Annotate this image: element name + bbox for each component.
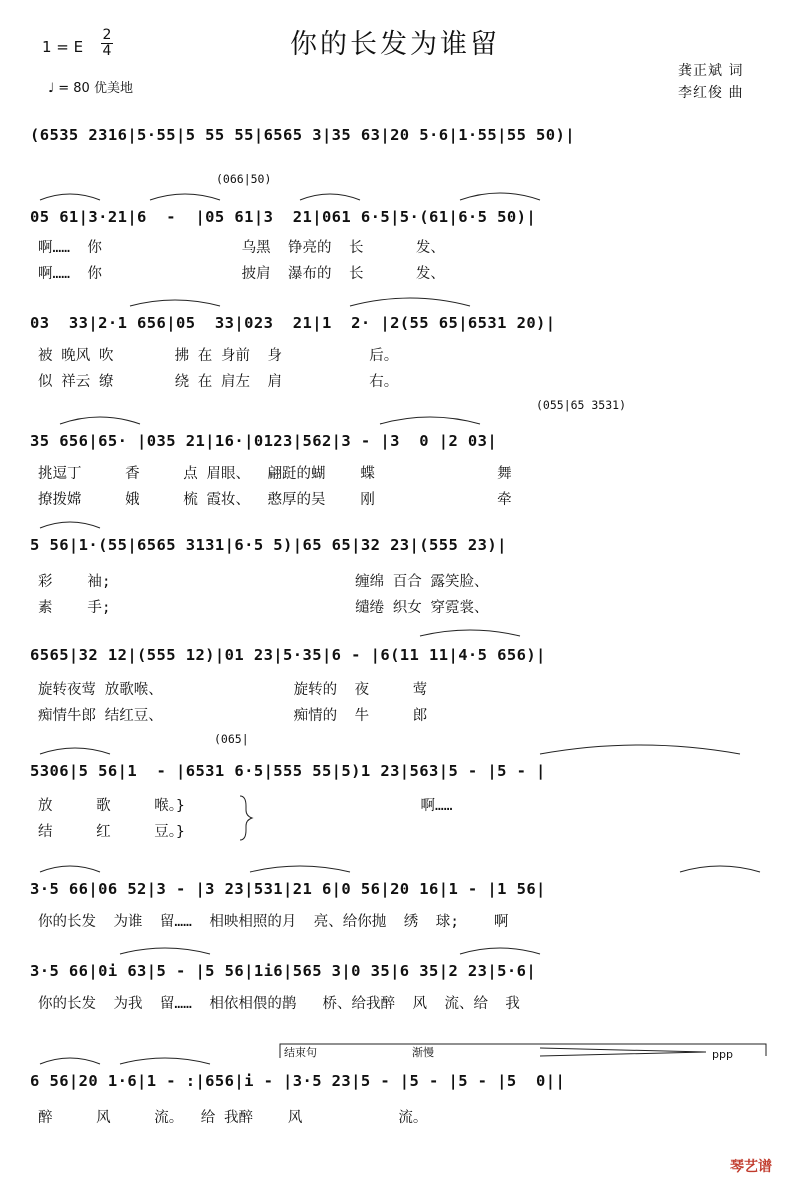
lyric-verse-2: 撩拨嫦 娥 梳 霞妆、 憨厚的吴 刚 牵	[38, 492, 512, 508]
slur	[460, 193, 540, 200]
slur	[250, 866, 350, 872]
slur	[40, 748, 110, 754]
ending-label: 结束句	[284, 1046, 317, 1059]
lyric-verse-2: 结 红 豆。}	[38, 824, 185, 840]
lyric-verse-1: 你的长发 为谁 留…… 相映相照的月 亮、给你抛 绣 球; 啊	[38, 914, 509, 930]
ending-bracket	[280, 1044, 766, 1058]
slur	[60, 417, 140, 424]
lyric-verse-2: 似 祥云 缭 绕 在 肩左 肩 右。	[38, 374, 399, 390]
slur	[350, 298, 470, 306]
song-title: 你的长发为谁留	[290, 29, 500, 60]
slur	[40, 522, 100, 528]
ritardando-label: 渐慢	[412, 1046, 434, 1059]
notation-line: 35 656|65· |035 21|16·|0123|562|3 - |3 0 |2 03|	[30, 432, 498, 450]
lyric-verse-1: 醉 风 流。 给 我醉 风 流。	[38, 1110, 428, 1126]
dynamic-marking: ppp	[712, 1048, 733, 1061]
lyric-verse-2: 啊…… 你 披肩 瀑布的 长 发、	[38, 266, 445, 282]
notation-line: 6565|32 12|(555 12)|01 23|5·35|6 - |6(11 11|4·5 656)|	[30, 646, 546, 664]
time-signature-top: 2	[102, 27, 112, 43]
slur	[150, 194, 220, 200]
lyric-verse-2: 素 手; 缱绻 织女 穿霓裳、	[38, 600, 489, 616]
slur	[40, 194, 100, 200]
notation-line: 05 61|3·21|6 - |05 61|3 21|061 6·5|5·(61|6·5 50)|	[30, 208, 537, 226]
slur	[40, 866, 100, 872]
lyric-verse-1: 被 晚风 吹 拂 在 身前 身 后。	[38, 348, 399, 364]
lyric-verse-1: 啊…… 你 乌黑 铮亮的 长 发、	[38, 240, 445, 256]
notation-line: 3·5 66|06 52|3 - |3 23|531|21 6|0 56|20 16|1 - |1 56|	[30, 880, 546, 898]
site-logo: 琴艺谱	[730, 1159, 772, 1175]
time-signature	[101, 28, 113, 59]
notation-line: 6 56|20 1·6|1 - :|656|i - |3·5 23|5 - |5 - |5 - |5 0||	[30, 1072, 566, 1090]
lyric-verse-1: 挑逗丁 香 点 眉眼、 翩跹的蝴 蝶 舞	[38, 466, 512, 482]
lyric-verse-1: 你的长发 为我 留…… 相依相偎的鹊 桥、给我醉 风 流、给 我	[38, 996, 520, 1012]
slur	[540, 745, 740, 754]
annotation: (055|65 3531)	[536, 398, 627, 412]
slur	[680, 866, 760, 872]
annotation: (066|50)	[216, 172, 272, 186]
notation-line: 5306|5 56|1 - |6531 6·5|555 55|5)1 23|563|5 - |5 - |	[30, 762, 546, 780]
notation-line: 5 56|1·(55|6565 3131|6·5 5)|65 65|32 23|(555 23)|	[30, 536, 507, 554]
diminuendo-hairpin	[540, 1048, 706, 1056]
tempo-marking: ♩ = 80 优美地	[48, 81, 133, 96]
annotation: (065|	[214, 732, 249, 746]
lyricist-credit: 龚正斌 词	[678, 63, 744, 79]
notation-line: 03 33|2·1 656|05 33|023 21|1 2· |2(55 65|6531 20)|	[30, 314, 556, 332]
slur	[460, 948, 540, 954]
slur	[120, 1058, 210, 1064]
lyric-verse-1: 放 歌 喉。} 啊……	[38, 798, 453, 814]
slur	[300, 194, 360, 200]
slur	[380, 417, 480, 424]
notation-line: 3·5 66|0i 63|5 - |5 56|1i6|565 3|0 35|6 35|2 23|5·6|	[30, 962, 537, 980]
notation-line: (6535 2316|5·55|5 55 55|6565 3|35 63|20 5·6|1·55|55 50)|	[30, 126, 575, 144]
key-signature: 1 = E	[42, 38, 84, 56]
slur	[420, 630, 520, 636]
lyric-verse-1: 旋转夜莺 放歌喉、 旋转的 夜 莺	[38, 682, 428, 698]
lyric-verse-1: 彩 袖; 缠绵 百合 露笑脸、	[38, 574, 489, 590]
composer-credit: 李红俊 曲	[678, 85, 744, 101]
slur	[120, 948, 210, 954]
lyric-verse-2: 痴情牛郎 结红豆、 痴情的 牛 郎	[38, 708, 428, 724]
slur	[40, 1058, 100, 1064]
time-signature-bottom: 4	[102, 43, 112, 59]
slur	[130, 300, 220, 306]
